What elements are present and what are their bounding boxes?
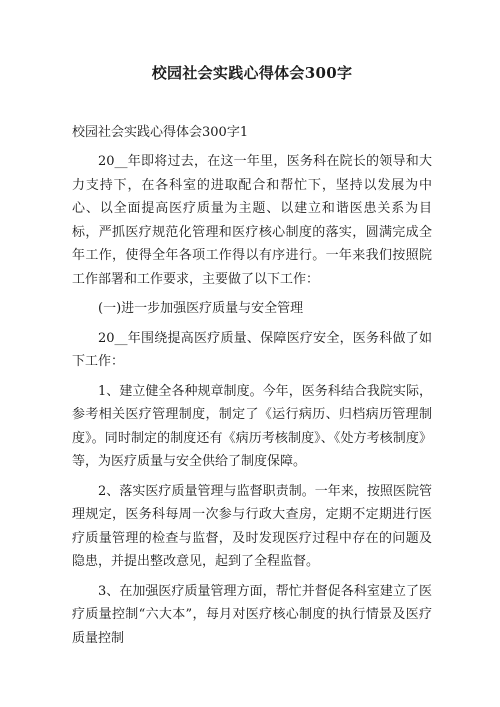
paragraph-item-2: 2、落实医疗质量管理与监督职责制。一年来，按照医院管理规定，医务科每周一次参与行政大查房，定期不定期进行医疗质量管理的检查与监督，及时发现医疗过程中存在的问题及隐患，并提出整改意见，起到了全程监督。 <box>72 483 432 569</box>
document-title: 校园社会实践心得体会300字 <box>151 64 353 82</box>
paragraph-section-intro: 20__年围绕提高医疗质量、保障医疗安全，医务科做了如下工作： <box>72 330 432 369</box>
paragraph-item-1: 1、建立健全各种规章制度。今年，医务科结合我院实际，参考相关医疗管理制度，制定了《运行病历、归档病历管理制度》。同时制定的制度还有《病历考核制度》、《处方考核制度》等，为医疗质量与安全供给了制度保障。 <box>72 383 432 469</box>
paragraph-section-heading: (一)进一步加强医疗质量与安全管理 <box>98 301 304 316</box>
paragraph-item-3: 3、在加强医疗质量管理方面，帮忙并督促各科室建立了医疗质量控制“六大本”，每月对医疗核心制度的执行情景及医疗质量控制 <box>72 583 432 646</box>
document-subtitle: 校园社会实践心得体会300字1 <box>72 125 249 140</box>
paragraph-intro: 20__年即将过去，在这一年里，医务科在院长的领导和大力支持下，在各科室的进取配合和帮忙下，坚持以发展为中心、以全面提高医疗质量为主题、以建立和谐医患关系为目标，严抓医疗规范化管理和医疗核心制度的落实，圆满完成全年工作，使得全年各项工作得以有序进行。一年来我们按照院工作部署和工作要求，主要做了以下工作： <box>72 154 432 287</box>
